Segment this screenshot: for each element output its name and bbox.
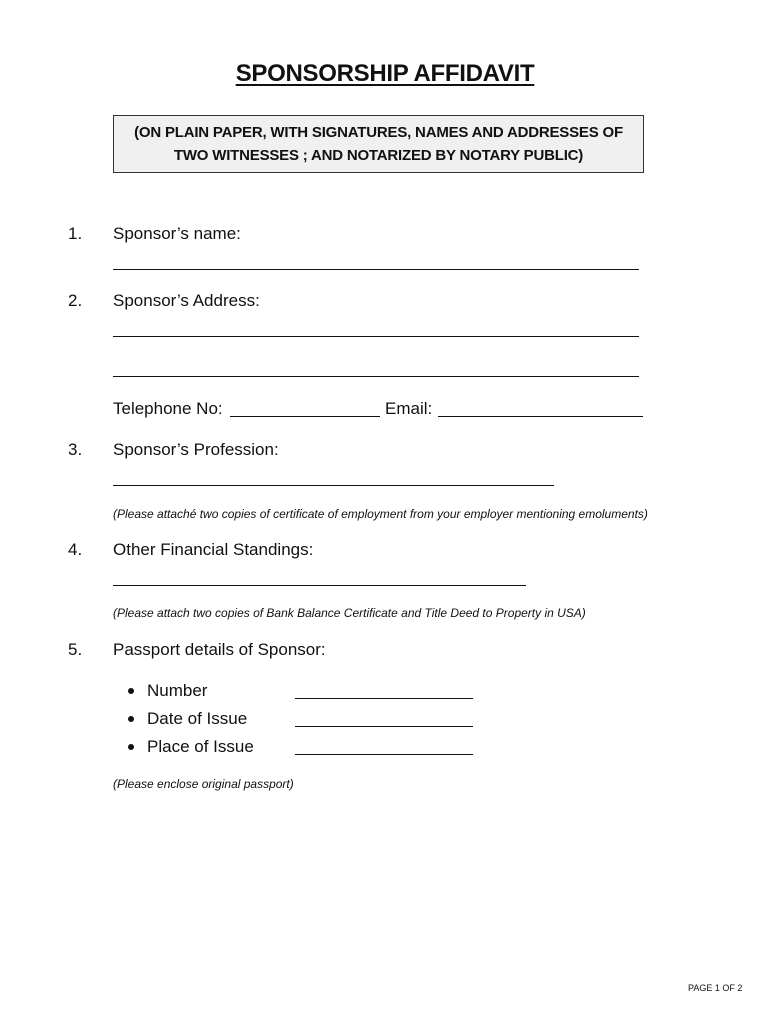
sponsor-profession-field[interactable] [113, 485, 554, 486]
item-number-2: 2. [68, 291, 83, 310]
passport-details-label: Passport details of Sponsor: [113, 640, 326, 659]
bullet-icon [128, 688, 134, 694]
sponsor-address-field-2[interactable] [113, 376, 639, 377]
email-field[interactable] [438, 416, 643, 417]
sponsor-profession-label: Sponsor’s Profession: [113, 440, 279, 459]
passport-issue-place-field[interactable] [295, 754, 473, 755]
telephone-field[interactable] [230, 416, 380, 417]
instructions-box [113, 115, 644, 173]
passport-number-field[interactable] [295, 698, 473, 699]
bullet-icon [128, 744, 134, 750]
financial-note: (Please attach two copies of Bank Balance Certificate and Title Deed to Property in USA) [113, 606, 586, 620]
email-label: Email: [385, 399, 433, 418]
item-number-1: 1. [68, 224, 83, 243]
document-title: SPONSORSHIP AFFIDAVIT [235, 60, 535, 87]
instructions-line-1: (ON PLAIN PAPER, WITH SIGNATURES, NAMES AND ADDRESSES OF [134, 124, 623, 141]
bullet-icon [128, 716, 134, 722]
passport-issue-place-label: Place of Issue [147, 737, 254, 756]
item-number-5: 5. [68, 640, 83, 659]
item-number-3: 3. [68, 440, 83, 459]
passport-note: (Please enclose original passport) [113, 777, 294, 791]
passport-number-label: Number [147, 681, 208, 700]
page-number: PAGE 1 OF 2 [688, 983, 743, 993]
item-number-4: 4. [68, 540, 83, 559]
sponsor-address-field-1[interactable] [113, 336, 639, 337]
financial-standings-field[interactable] [113, 585, 526, 586]
passport-issue-date-label: Date of Issue [147, 709, 248, 728]
telephone-label: Telephone No: [113, 399, 223, 418]
sponsor-name-field[interactable] [113, 269, 639, 270]
sponsor-address-label: Sponsor’s Address: [113, 291, 260, 310]
profession-note: (Please attaché two copies of certificate of employment from your employer mentioning emoluments) [113, 507, 648, 521]
sponsor-name-label: Sponsor’s name: [113, 224, 241, 243]
instructions-line-2: TWO WITNESSES ; AND NOTARIZED BY NOTARY PUBLIC) [173, 147, 584, 164]
financial-standings-label: Other Financial Standings: [113, 540, 314, 559]
passport-issue-date-field[interactable] [295, 726, 473, 727]
